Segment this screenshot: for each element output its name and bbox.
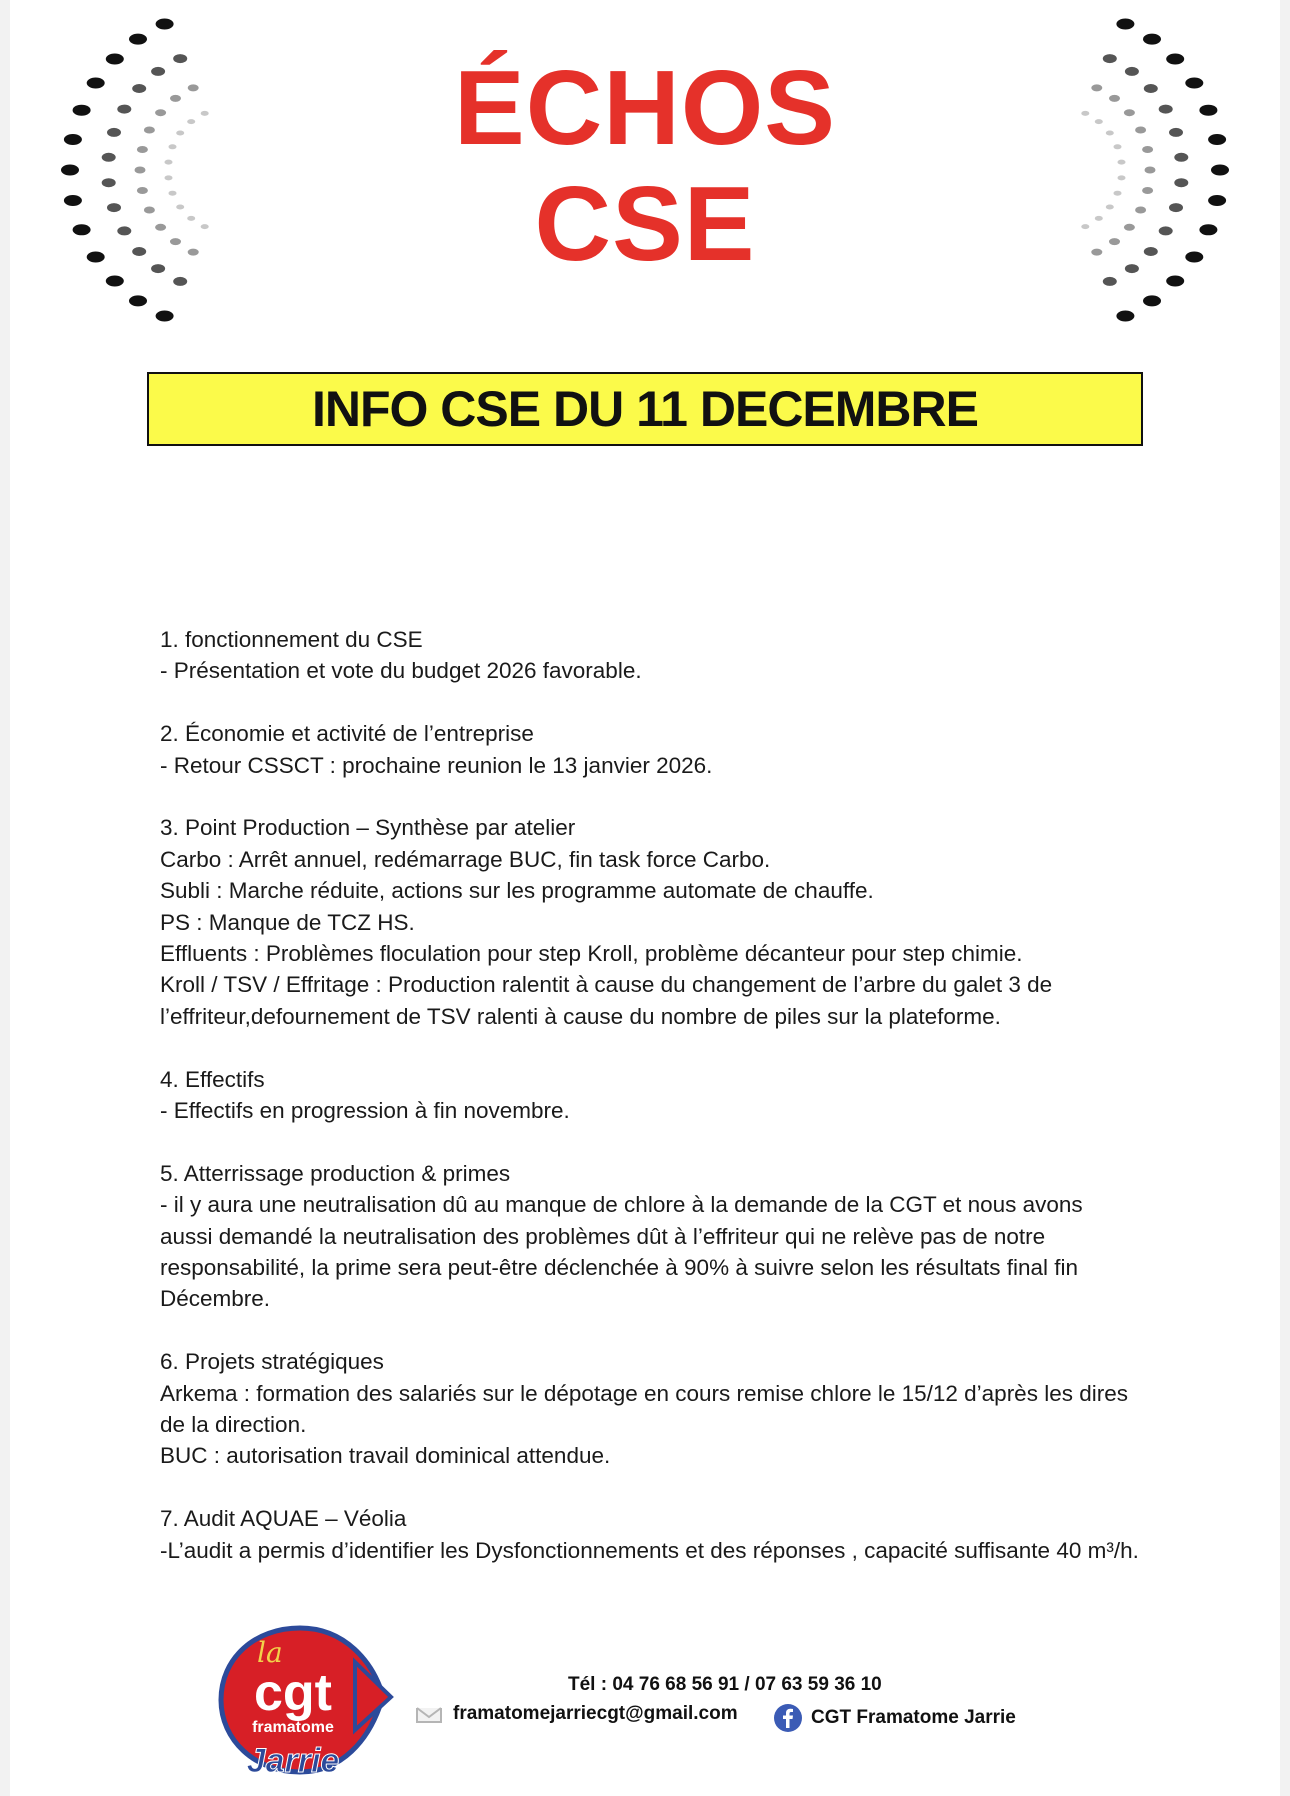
section-6: [160, 1346, 1140, 1472]
title-block: [0, 50, 1290, 282]
section-2: [160, 718, 1140, 781]
section-line: - Présentation et vote du budget 2026 favorable.: [160, 658, 642, 684]
decorative-dot: [129, 34, 147, 45]
section-heading: 5. Atterrissage production & primes: [160, 1160, 511, 1186]
section-heading: 2. Économie et activité de l’entreprise: [160, 721, 534, 747]
decorative-dot: [156, 19, 174, 30]
section-5: [160, 1158, 1140, 1315]
logo-jarrie-text: Jarrie: [246, 1742, 340, 1780]
logo-framatome-text: framatome: [252, 1719, 334, 1736]
section-line: PS : Manque de TCZ HS.: [160, 909, 415, 935]
banner-text: INFO CSE DU 11 DECEMBRE: [311, 381, 978, 437]
logo-cgt-text: cgt: [254, 1664, 332, 1722]
envelope-icon: [415, 1703, 443, 1725]
section-heading: 6. Projets stratégiques: [160, 1349, 384, 1375]
decorative-dot: [129, 295, 147, 306]
section-line: Arkema : formation des salariés sur le dépotage en cours remise chlore le 15/12 d’après les dires de la direction.: [160, 1380, 1128, 1438]
section-heading: 3. Point Production – Synthèse par atelier: [160, 815, 576, 841]
info-banner: [147, 372, 1143, 446]
section-line: Subli : Marche réduite, actions sur les programme automate de chauffe.: [160, 878, 874, 904]
section-line: BUC : autorisation travail dominical attendue.: [160, 1443, 611, 1469]
section-line: Effluents : Problèmes floculation pour step Kroll, problème décanteur pour step chimie.: [160, 941, 1023, 967]
section-line: - Effectifs en progression à fin novembre.: [160, 1098, 570, 1124]
contact-facebook[interactable]: CGT Framatome Jarrie: [811, 1707, 1016, 1728]
decorative-dot: [1143, 34, 1161, 45]
contact-email[interactable]: framatomejarriecgt@gmail.com: [453, 1703, 738, 1724]
decorative-dot: [1116, 19, 1134, 30]
section-line: - Retour CSSCT : prochaine reunion le 13 janvier 2026.: [160, 752, 713, 778]
decorative-dot: [156, 311, 174, 322]
section-heading: 7. Audit AQUAE – Véolia: [160, 1506, 407, 1532]
section-line: Carbo : Arrêt annuel, redémarrage BUC, fin task force Carbo.: [160, 846, 771, 872]
decorative-dot: [1143, 295, 1161, 306]
contact-phone: Tél : 04 76 68 56 91 / 07 63 59 36 10: [568, 1674, 882, 1695]
section-7: [160, 1503, 1140, 1566]
section-line: - il y aura une neutralisation dû au manque de chlore à la demande de la CGT et nous avons aussi demandé la neutralisation des problèmes dût à l’effriteur qui ne relève pas de notre responsabilité, la prime sera peut-être déclenchée à 90% à suivre selon les résultats final fin Décembre.: [160, 1192, 1083, 1312]
agenda-content: [160, 624, 1140, 1597]
title-line-2: CSE: [534, 165, 756, 283]
section-3: [160, 812, 1140, 1032]
logo-la-text: la: [257, 1636, 283, 1669]
facebook-icon: [773, 1703, 803, 1733]
decorative-dot: [1116, 311, 1134, 322]
section-line: Kroll / TSV / Effritage : Production ralentit à cause du changement de l’arbre du galet 3 de l’effriteur,defournement de TSV ralenti à cause du nombre de piles sur la plateforme.: [160, 972, 1053, 1029]
contact-email-row: [415, 1703, 738, 1725]
cgt-logo: [205, 1622, 395, 1782]
section-line: -L’audit a permis d’identifier les Dysfonctionnements et des réponses , capacité suffisante 40 m³/h.: [160, 1537, 1139, 1563]
section-heading: 4. Effectifs: [160, 1066, 265, 1092]
title-line-1: ÉCHOS: [454, 49, 836, 167]
section-heading: 1. fonctionnement du CSE: [160, 627, 423, 652]
contact-facebook-row: [773, 1703, 1016, 1733]
section-1: [160, 624, 1140, 687]
section-4: [160, 1064, 1140, 1127]
